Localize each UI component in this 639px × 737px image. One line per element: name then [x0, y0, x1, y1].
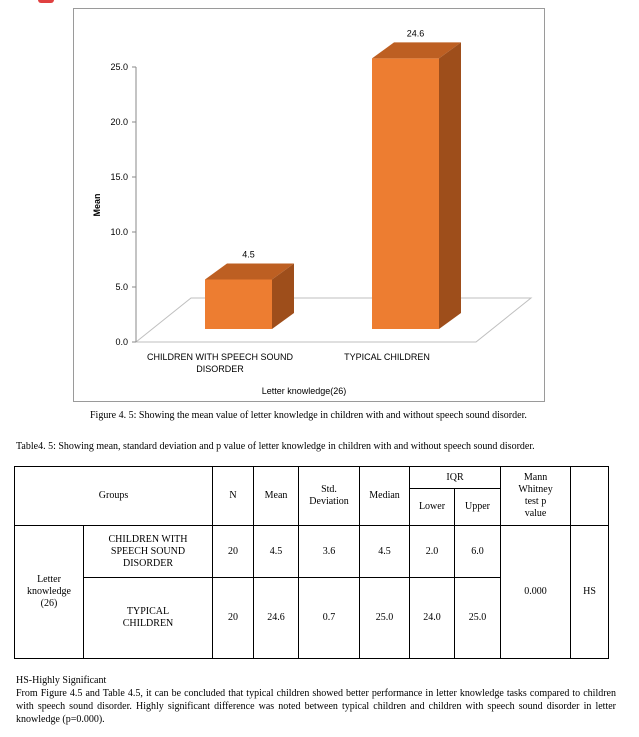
header-mw-line2: Whitney	[518, 484, 553, 495]
header-significance-empty	[571, 467, 609, 526]
mean-cell: 24.6	[254, 578, 299, 659]
variable-line3: (26)	[40, 598, 58, 609]
notes-section	[16, 674, 616, 726]
y-tick-label: 0.0	[115, 337, 128, 347]
median-cell: 25.0	[360, 578, 410, 659]
conclusion-paragraph: From Figure 4.5 and Table 4.5, it can be concluded that typical children showed better performance in letter knowledge tasks compared to children with speech sound disorder. Highly significant difference was noted between typical children and children with speech sound disorder in letter knowledge (p=0.000).	[16, 688, 616, 725]
header-iqr-upper: Upper	[455, 489, 501, 526]
bar-side	[439, 42, 461, 329]
lower-cell: 24.0	[410, 578, 455, 659]
x-category-label: CHILDREN WITH SPEECH SOUND	[146, 352, 294, 362]
data-label: 4.5	[242, 249, 255, 260]
variable-cell	[15, 526, 84, 659]
y-tick-label: 20.0	[110, 117, 128, 127]
variable-line1: Letter	[37, 574, 61, 585]
n-cell: 20	[213, 578, 254, 659]
data-label: 24.6	[406, 28, 425, 39]
group-cell	[84, 526, 213, 578]
bar	[205, 280, 272, 330]
header-iqr: IQR	[410, 467, 501, 489]
group-line3: DISORDER	[123, 557, 174, 569]
statistics-table	[14, 466, 609, 659]
table-caption: Table4. 5: Showing mean, standard deviation and p value of letter knowledge in children with and without speech sound disorder.	[16, 441, 535, 452]
header-std-line1: Std.	[321, 484, 337, 495]
y-axis-label: Mean	[92, 193, 102, 217]
header-std-deviation	[299, 467, 360, 526]
n-cell: 20	[213, 526, 254, 578]
variable-line2: knowledge	[27, 586, 71, 597]
group-line1: CHILDREN WITH	[108, 533, 188, 545]
header-mann-whitney	[501, 467, 571, 526]
group-line2: CHILDREN	[122, 618, 174, 629]
p-value-cell: 0.000	[501, 526, 571, 659]
header-mean: Mean	[254, 467, 299, 526]
header-groups: Groups	[15, 467, 213, 526]
group-line2: SPEECH SOUND	[110, 545, 186, 557]
x-category-label: DISORDER	[196, 364, 244, 374]
significance-cell: HS	[571, 526, 609, 659]
x-category-label: TYPICAL CHILDREN	[344, 352, 430, 362]
y-tick-label: 25.0	[110, 62, 128, 72]
mean-cell: 4.5	[254, 526, 299, 578]
header-std-line2: Deviation	[309, 496, 349, 507]
std-cell: 0.7	[299, 578, 360, 659]
group-line1: TYPICAL	[126, 606, 170, 617]
x-axis-label: Letter knowledge(26)	[261, 386, 347, 396]
header-mw-line4: value	[524, 508, 547, 519]
header-iqr-lower: Lower	[410, 489, 455, 526]
upper-cell: 6.0	[455, 526, 501, 578]
std-cell: 3.6	[299, 526, 360, 578]
upper-cell: 25.0	[455, 578, 501, 659]
figure-caption: Figure 4. 5: Showing the mean value of letter knowledge in children with and without speech sound disorder.	[90, 410, 527, 421]
abbreviation-note: HS-Highly Significant	[16, 675, 107, 686]
median-cell: 4.5	[360, 526, 410, 578]
y-tick-label: 10.0	[110, 227, 128, 237]
table-row	[15, 526, 609, 578]
group-cell	[84, 578, 213, 659]
bar	[372, 58, 439, 329]
header-mw-line3: test p	[524, 496, 547, 507]
chart-floor	[136, 298, 531, 342]
header-mw-line1: Mann	[523, 472, 548, 483]
lower-cell: 2.0	[410, 526, 455, 578]
y-tick-label: 5.0	[115, 282, 128, 292]
header-median: Median	[360, 467, 410, 526]
header-n: N	[213, 467, 254, 526]
y-tick-label: 15.0	[110, 172, 128, 182]
